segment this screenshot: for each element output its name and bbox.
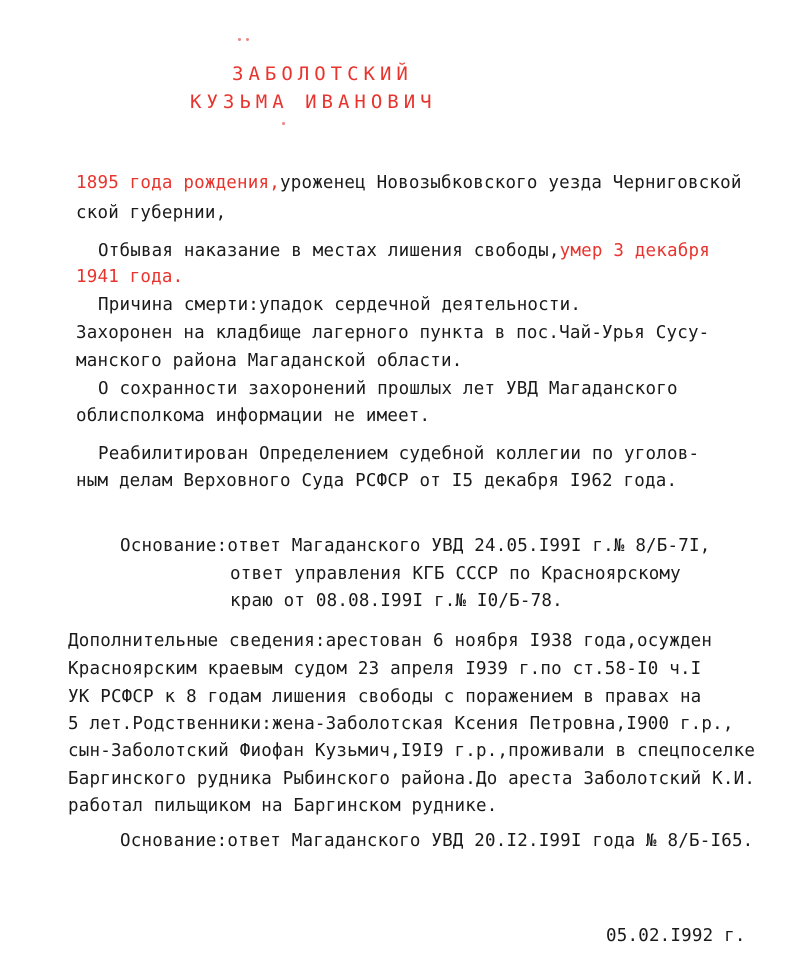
birth-line-2: ской губернии,	[76, 203, 227, 223]
title-surname: ЗАБОЛОТСКИЙ	[232, 63, 413, 85]
birth-line	[76, 172, 742, 194]
death-text: Отбывая наказание в местах лишения свободы,	[98, 241, 560, 261]
rehabilitation-1: Реабилитирован Определением судебной коллегии по уголов-	[98, 444, 700, 464]
ink-mark	[238, 38, 241, 41]
graves-info-2: облисполкома информации не имеет.	[76, 406, 431, 426]
death-year: 1941 года.	[76, 267, 184, 287]
document-date: 05.02.I992 г.	[606, 926, 746, 946]
extra-line-5: сын-Заболотский Фиофан Кузьмич,I9I9 г.р.,проживали в спецпоселке	[68, 741, 756, 761]
basis-1-line-1: Основание:ответ Магаданского УВД 24.05.I99I г.№ 8/Б-7I,	[120, 536, 711, 556]
ink-mark	[282, 122, 285, 125]
extra-line-2: Красноярским краевым судом 23 апреля I939 г.по ст.58-I0 ч.I	[68, 659, 702, 679]
extra-line-7: работал пильщиком на Баргинском руднике.	[68, 796, 498, 816]
burial-line-1: Захоронен на кладбище лагерного пункта в пос.Чай-Урья Сусу-	[76, 323, 710, 343]
basis-1-line-2: ответ управления КГБ СССР по Красноярскому	[230, 564, 681, 584]
title-name: КУЗЬМА ИВАНОВИЧ	[190, 91, 437, 113]
death-cause: Причина смерти:упадок сердечной деятельности.	[98, 295, 582, 315]
rehabilitation-2: ным делам Верховного Суда РСФСР от I5 декабря I962 года.	[76, 471, 678, 491]
basis-1-line-3: краю от 08.08.I99I г.№ I0/Б-78.	[230, 591, 563, 611]
birth-year: 1895 года рождения,	[76, 173, 280, 193]
death-date: умер 3 декабря	[559, 241, 710, 261]
burial-line-2: манского района Магаданской области.	[76, 351, 463, 371]
extra-line-6: Баргинского рудника Рыбинского района.До ареста Заболотский К.И.	[68, 769, 756, 789]
basis-2-line-1: Основание:ответ Магаданского УВД 20.I2.I99I года № 8/Б-I65.	[120, 831, 754, 851]
death-line	[98, 240, 710, 262]
birth-place: уроженец Новозыбковского уезда Черниговской	[279, 173, 742, 193]
extra-line-3: УК РСФСР к 8 годам лишения свободы с поражением в правах на	[68, 687, 702, 707]
graves-info-1: О сохранности захоронений прошлых лет УВД Магаданского	[98, 379, 678, 399]
ink-mark	[246, 38, 249, 41]
extra-line-4: 5 лет.Родственники:жена-Заболотская Ксения Петровна,I900 г.р.,	[68, 714, 734, 734]
extra-line-1: Дополнительные сведения:арестован 6 ноября I938 года,осужден	[68, 631, 713, 651]
